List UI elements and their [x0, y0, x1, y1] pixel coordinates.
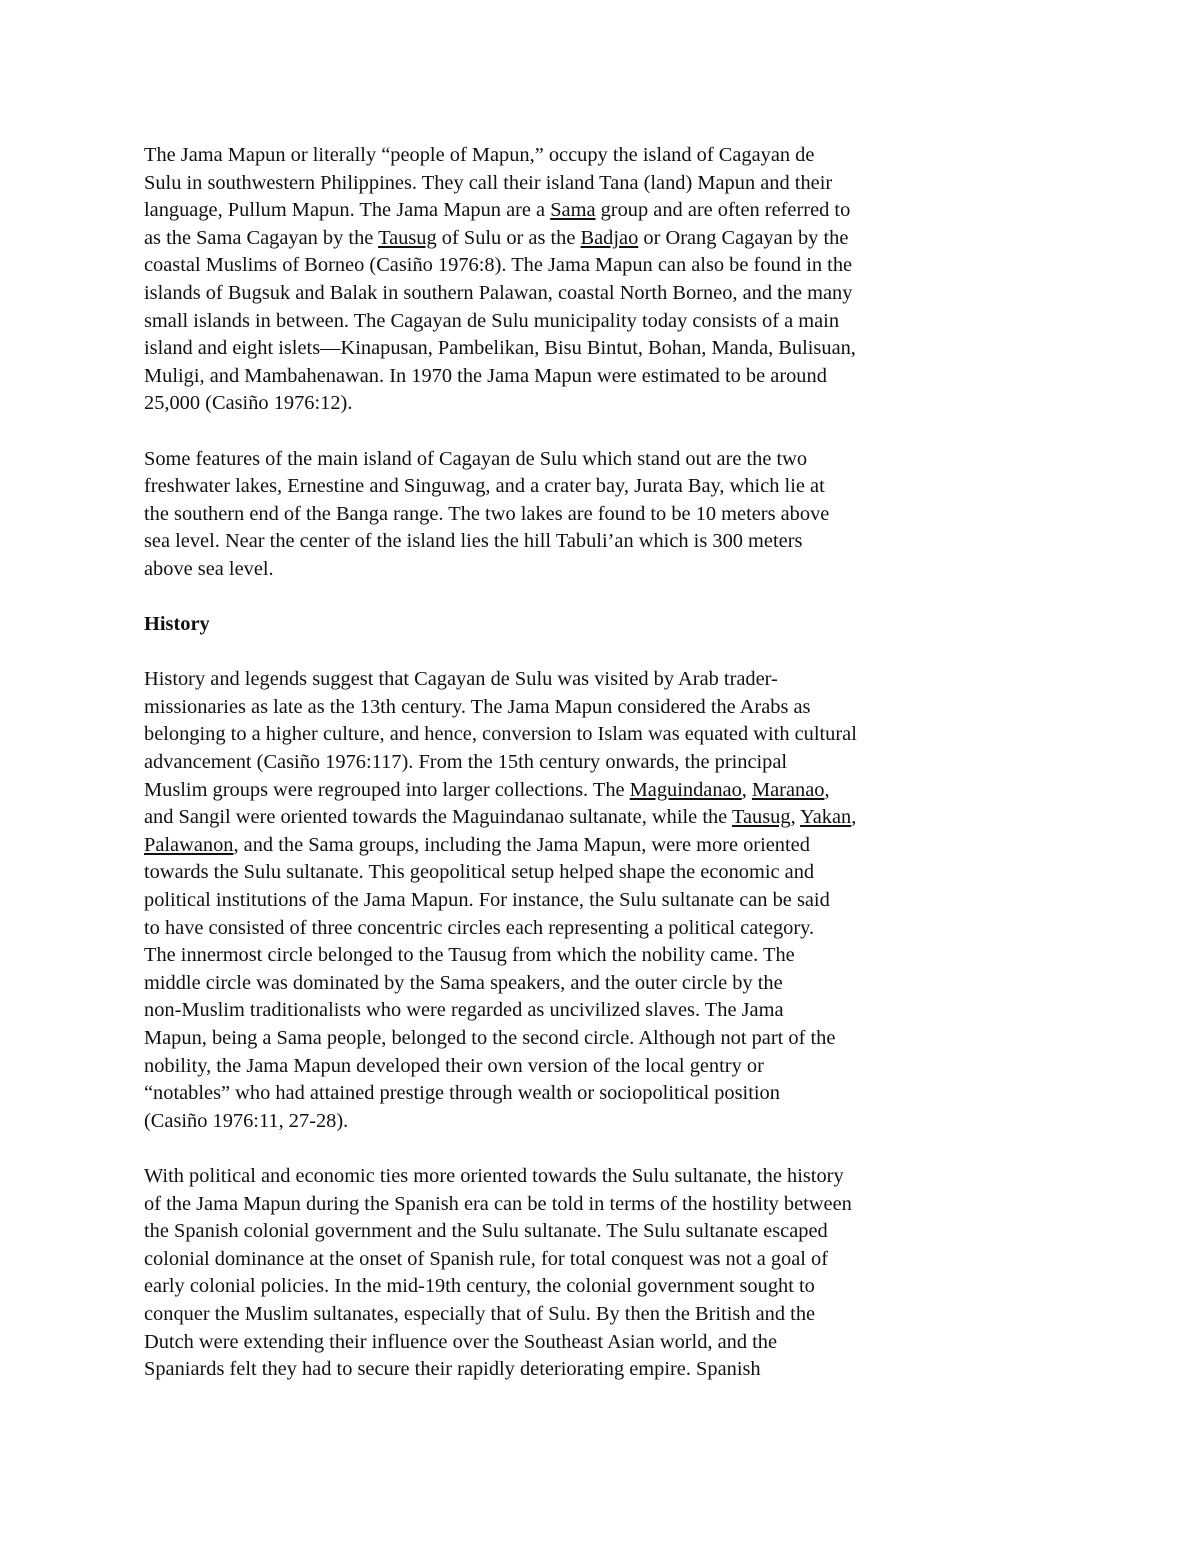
section-heading-history: History — [144, 613, 210, 636]
text-line — [144, 666, 984, 694]
text-run: middle circle was dominated by the Sama speakers, and the outer circle by the — [144, 971, 783, 994]
text-line — [144, 1163, 984, 1191]
text-run: belonging to a higher culture, and hence, conversion to Islam was equated with cultural — [144, 723, 857, 746]
text-line — [144, 308, 984, 336]
text-run: sea level. Near the center of the island lies the hill Tabuli’an which is 300 meters — [144, 530, 803, 553]
text-run: the Spanish colonial government and the Sulu sultanate. The Sulu sultanate escaped — [144, 1220, 828, 1243]
text-line — [144, 887, 984, 915]
text-line — [144, 1191, 984, 1219]
text-run: coastal Muslims of Borneo (Casiño 1976:8). The Jama Mapun can also be found in the — [144, 254, 853, 277]
text-line — [144, 832, 984, 860]
text-line — [144, 859, 984, 887]
text-run: language, Pullum Mapun. The Jama Mapun are a — [144, 199, 551, 222]
text-run: the southern end of the Banga range. The two lakes are found to be 10 meters above — [144, 502, 830, 525]
text-run: or Orang Cagayan by the — [638, 226, 849, 249]
text-run: nobility, the Jama Mapun developed their own version of the local gentry or — [144, 1054, 764, 1077]
text-run: Muslim groups were regrouped into larger collections. The — [144, 778, 630, 801]
underlined-term-link[interactable]: Maranao — [752, 778, 825, 801]
text-line — [144, 225, 984, 253]
paragraph — [144, 446, 984, 584]
underlined-term-link[interactable]: Badjao — [580, 226, 639, 249]
text-run: advancement (Casiño 1976:117). From the 15th century onwards, the principal — [144, 751, 788, 774]
text-run: colonial dominance at the onset of Spanish rule, for total conquest was not a goal of — [144, 1247, 829, 1270]
underlined-term-link[interactable]: Palawanon — [144, 833, 234, 856]
text-line — [144, 749, 984, 777]
text-line — [144, 1218, 984, 1246]
text-run: The innermost circle belonged to the Tausug from which the nobility came. The — [144, 944, 795, 967]
text-run: With political and economic ties more oriented towards the Sulu sultanate, the history — [144, 1164, 844, 1187]
text-run: History and legends suggest that Cagayan de Sulu was visited by Arab trader- — [144, 668, 778, 691]
text-run: Spaniards felt they had to secure their rapidly deteriorating empire. Spanish — [144, 1358, 761, 1381]
text-run: early colonial policies. In the mid-19th century, the colonial government sought to — [144, 1275, 815, 1298]
paragraph — [144, 1163, 984, 1384]
underlined-term-link[interactable]: Yakan — [800, 806, 852, 829]
underlined-term-link[interactable]: Tausug — [731, 806, 791, 829]
text-line — [144, 777, 984, 805]
text-line — [144, 1356, 984, 1384]
text-line — [144, 446, 984, 474]
paragraph — [144, 666, 984, 1135]
text-line — [144, 970, 984, 998]
document-page — [144, 142, 984, 1411]
text-run: Muligi, and Mambahenawan. In 1970 the Jama Mapun were estimated to be around — [144, 364, 827, 387]
text-run: above sea level. — [144, 557, 274, 580]
text-run: island and eight islets—Kinapusan, Pambelikan, Bisu Bintut, Bohan, Manda, Bulisuan, — [144, 337, 856, 360]
text-line — [144, 390, 984, 418]
text-run: Dutch were extending their influence over the Southeast Asian world, and the — [144, 1330, 778, 1353]
text-line — [144, 170, 984, 198]
text-line — [144, 556, 984, 584]
text-run: freshwater lakes, Ernestine and Singuwag, and a crater bay, Jurata Bay, which lie at — [144, 475, 825, 498]
text-run: , and the Sama groups, including the Jama Mapun, were more oriented — [233, 833, 810, 856]
text-line — [144, 1080, 984, 1108]
text-line — [144, 1025, 984, 1053]
text-line — [144, 528, 984, 556]
text-line — [144, 804, 984, 832]
text-line — [144, 1301, 984, 1329]
text-line — [144, 197, 984, 225]
text-run: Some features of the main island of Cagayan de Sulu which stand out are the two — [144, 447, 808, 470]
text-line — [144, 1108, 984, 1136]
text-line — [144, 501, 984, 529]
text-line — [144, 335, 984, 363]
underlined-term-link[interactable]: Maguindanao — [629, 778, 742, 801]
text-run: as the Sama Cagayan by the — [144, 226, 379, 249]
text-run: of the Jama Mapun during the Spanish era can be told in terms of the hostility between — [144, 1192, 852, 1215]
text-line — [144, 1273, 984, 1301]
text-line — [144, 280, 984, 308]
text-run: islands of Bugsuk and Balak in southern Palawan, coastal North Borneo, and the many — [144, 281, 853, 304]
text-run: “notables” who had attained prestige through wealth or sociopolitical position — [144, 1082, 780, 1105]
text-run: towards the Sulu sultanate. This geopolitical setup helped shape the economic and — [144, 861, 815, 884]
text-line — [144, 1053, 984, 1081]
text-run: non-Muslim traditionalists who were regarded as uncivilized slaves. The Jama — [144, 999, 784, 1022]
text-line — [144, 694, 984, 722]
text-run: , — [851, 806, 857, 829]
text-run: (Casiño 1976:11, 27-28). — [144, 1109, 349, 1132]
text-line — [144, 1246, 984, 1274]
paragraph — [144, 142, 984, 418]
text-line — [144, 915, 984, 943]
text-run: 25,000 (Casiño 1976:12). — [144, 392, 353, 415]
text-line — [144, 942, 984, 970]
text-run: , — [824, 778, 830, 801]
text-run: missionaries as late as the 13th century. The Jama Mapun considered the Arabs as — [144, 695, 811, 718]
text-run: The Jama Mapun or literally “people of Mapun,” occupy the island of Cagayan de — [144, 144, 815, 166]
text-run: small islands in between. The Cagayan de Sulu municipality today consists of a main — [144, 309, 840, 332]
text-run: group and are often referred to — [595, 199, 851, 222]
text-line — [144, 252, 984, 280]
text-run: Mapun, being a Sama people, belonged to the second circle. Although not part of the — [144, 1027, 836, 1049]
history-section — [144, 666, 984, 1383]
text-run: conquer the Muslim sultanates, especially that of Sulu. By then the British and the — [144, 1302, 816, 1325]
text-run: political institutions of the Jama Mapun. For instance, the Sulu sultanate can be said — [144, 889, 830, 912]
text-run: and Sangil were oriented towards the Maguindanao sultanate, while the — [144, 806, 732, 829]
text-run: of Sulu or as the — [436, 226, 581, 249]
text-run: , — [741, 778, 752, 801]
underlined-term-link[interactable]: Tausug — [378, 226, 437, 249]
text-run: , — [790, 806, 801, 829]
text-run: Sulu in southwestern Philippines. They call their island Tana (land) Mapun and their — [144, 171, 833, 194]
text-run: to have consisted of three concentric circles each representing a political category. — [144, 916, 815, 939]
text-line — [144, 142, 984, 170]
text-line — [144, 721, 984, 749]
intro-section — [144, 142, 984, 584]
text-line — [144, 363, 984, 391]
text-line — [144, 1329, 984, 1357]
text-line — [144, 473, 984, 501]
underlined-term-link[interactable]: Sama — [550, 199, 596, 222]
text-line — [144, 997, 984, 1025]
